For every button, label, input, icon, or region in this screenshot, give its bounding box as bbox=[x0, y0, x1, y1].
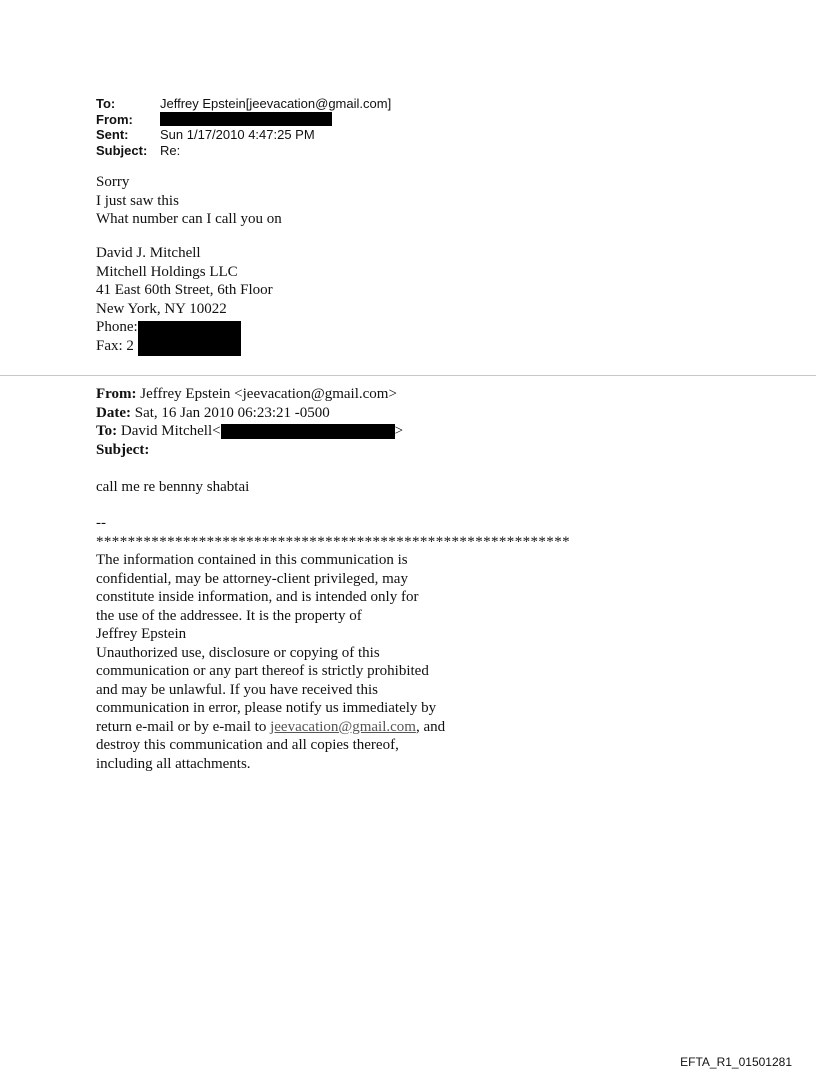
reply-line: Sorry bbox=[96, 174, 130, 190]
disclaimer-line: Unauthorized use, disclosure or copying of this bbox=[96, 644, 380, 661]
quoted-to-label: To: bbox=[96, 423, 118, 439]
disclaimer-line: communication or any part thereof is strictly prohibited bbox=[96, 663, 429, 679]
to-row bbox=[96, 96, 391, 112]
quoted-subject-label: Subject: bbox=[96, 441, 150, 458]
quoted-to-close: > bbox=[394, 423, 404, 439]
sent-value: Sun 1/17/2010 4:47:25 PM bbox=[160, 127, 315, 142]
to-label: To: bbox=[96, 96, 116, 111]
email-header bbox=[96, 96, 391, 158]
to-value: Jeffrey Epstein[jeevacation@gmail.com] bbox=[160, 96, 392, 111]
quoted-date-label: Date: bbox=[96, 404, 131, 421]
quoted-date-value: Sat, 16 Jan 2010 06:23:21 -0500 bbox=[134, 404, 330, 421]
disclaimer-line: communication in error, please notify us immediately by bbox=[96, 700, 437, 716]
closing-line: destroy this communication and all copies thereof, bbox=[96, 737, 399, 753]
quoted-header bbox=[96, 385, 403, 459]
reply-body bbox=[96, 173, 282, 229]
sent-row bbox=[96, 127, 391, 143]
quoted-to-row bbox=[96, 422, 403, 441]
quoted-date-row bbox=[96, 404, 403, 423]
return-prefix: return e-mail or by e-mail to bbox=[96, 718, 271, 735]
quoted-from-value: Jeffrey Epstein <jeevacation@gmail.com> bbox=[140, 386, 397, 402]
fax-label: Fax: 2 bbox=[96, 337, 134, 354]
stars-line: ************************************************************ bbox=[96, 533, 570, 550]
disclaimer-block bbox=[96, 514, 570, 773]
quoted-from-row bbox=[96, 385, 403, 404]
subject-value: Re: bbox=[160, 142, 181, 158]
disclaimer-line: constitute inside information, and is intended only for bbox=[96, 589, 419, 605]
email-link[interactable]: jeevacation@gmail.com bbox=[270, 718, 416, 735]
subject-label: Subject: bbox=[96, 142, 148, 158]
signature-company: Mitchell Holdings LLC bbox=[96, 263, 238, 280]
closing-line: including all attachments. bbox=[96, 755, 251, 772]
quoted-body: call me re bennny shabtai bbox=[96, 479, 250, 495]
disclaimer-line: and may be unlawful. If you have received this bbox=[96, 681, 378, 698]
document-id: EFTA_R1_01501281 bbox=[680, 1055, 792, 1069]
signature-street: 41 East 60th Street, 6th Floor bbox=[96, 282, 273, 298]
disclaimer-line: The information contained in this communication is bbox=[96, 552, 408, 568]
quoted-to-value: David Mitchell< bbox=[120, 423, 221, 439]
return-suffix: , and bbox=[415, 718, 446, 735]
message-divider bbox=[0, 375, 816, 376]
from-label: From: bbox=[96, 111, 133, 127]
disclaimer-line: confidential, may be attorney-client privileged, may bbox=[96, 570, 408, 587]
reply-line: I just saw this bbox=[96, 192, 179, 209]
disclaimer-return-line bbox=[96, 718, 570, 737]
disclaimer-line: the use of the addressee. It is the property of bbox=[96, 607, 362, 624]
dashes: -- bbox=[96, 515, 106, 531]
quoted-subject-row bbox=[96, 441, 403, 460]
from-row bbox=[96, 112, 391, 128]
quoted-from-label: From: bbox=[96, 386, 137, 402]
from-redaction bbox=[160, 112, 332, 126]
disclaimer-line: Jeffrey Epstein bbox=[96, 626, 187, 642]
reply-line: What number can I call you on bbox=[96, 211, 282, 227]
subject-row bbox=[96, 143, 391, 159]
signature-name: David J. Mitchell bbox=[96, 245, 201, 261]
quoted-to-redaction bbox=[221, 424, 395, 439]
phone-label: Phone: bbox=[96, 319, 138, 335]
signature-city: New York, NY 10022 bbox=[96, 300, 227, 317]
sent-label: Sent: bbox=[96, 127, 129, 142]
phone-fax-redaction bbox=[138, 321, 241, 356]
